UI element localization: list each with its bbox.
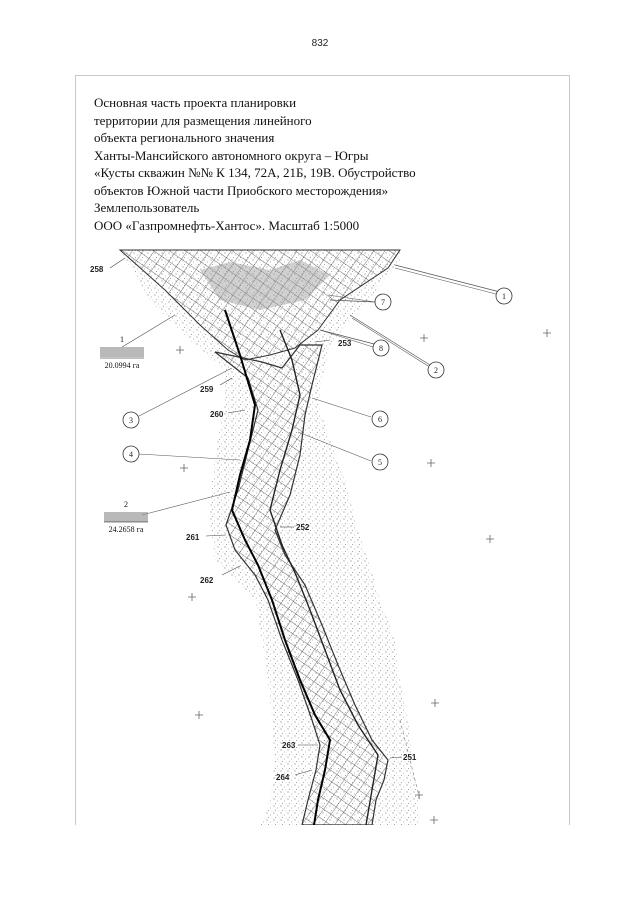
callout-4 bbox=[123, 446, 139, 462]
point-label-262: 262 bbox=[200, 576, 214, 585]
title-line: ООО «Газпромнефть-Хантос». Масштаб 1:5000 bbox=[94, 217, 360, 233]
point-label-258: 258 bbox=[90, 265, 104, 274]
title-line: объекта регионального значения bbox=[94, 130, 275, 145]
page-number: 832 bbox=[311, 38, 329, 49]
svg-text:2: 2 bbox=[124, 500, 128, 509]
svg-text:4: 4 bbox=[129, 450, 133, 459]
callout-5 bbox=[372, 454, 388, 470]
point-label-263: 263 bbox=[282, 741, 296, 750]
point-label-264: 264 bbox=[276, 773, 290, 782]
parcel-2-label bbox=[104, 500, 148, 534]
point-label-260: 260 bbox=[210, 410, 224, 419]
svg-text:7: 7 bbox=[381, 298, 385, 307]
title-line: Ханты-Мансийского автономного округа – Югры bbox=[94, 147, 369, 163]
svg-text:20.0994 га: 20.0994 га bbox=[104, 361, 140, 370]
svg-text:1: 1 bbox=[120, 335, 124, 344]
callout-6 bbox=[372, 411, 388, 427]
svg-text:2: 2 bbox=[434, 366, 438, 375]
svg-text:3: 3 bbox=[129, 416, 133, 425]
callout-3 bbox=[123, 412, 139, 428]
svg-text:6: 6 bbox=[378, 415, 382, 424]
svg-text:5: 5 bbox=[378, 458, 382, 467]
callout-8 bbox=[373, 340, 389, 356]
callout-7 bbox=[375, 294, 391, 310]
title-line: «Кусты скважин №№ К 134, 72А, 21Б, 19В. Обустройство bbox=[94, 165, 416, 180]
title-line: Землепользователь bbox=[94, 200, 200, 215]
parcel-1-label bbox=[100, 335, 144, 370]
title-line: территории для размещения линейного bbox=[94, 112, 312, 128]
svg-text:1: 1 bbox=[502, 292, 506, 301]
svg-text:24.2658 га: 24.2658 га bbox=[108, 525, 144, 534]
callout-2 bbox=[428, 362, 444, 378]
point-label-251: 251 bbox=[403, 753, 417, 762]
point-label-253: 253 bbox=[338, 339, 352, 348]
point-label-261: 261 bbox=[186, 533, 200, 542]
callout-1 bbox=[496, 288, 512, 304]
svg-text:8: 8 bbox=[379, 344, 383, 353]
point-label-259: 259 bbox=[200, 385, 214, 394]
title-line: объектов Южной части Приобского месторождения» bbox=[94, 182, 389, 198]
point-label-252: 252 bbox=[296, 523, 310, 532]
title-line: Основная часть проекта планировки bbox=[94, 95, 297, 110]
